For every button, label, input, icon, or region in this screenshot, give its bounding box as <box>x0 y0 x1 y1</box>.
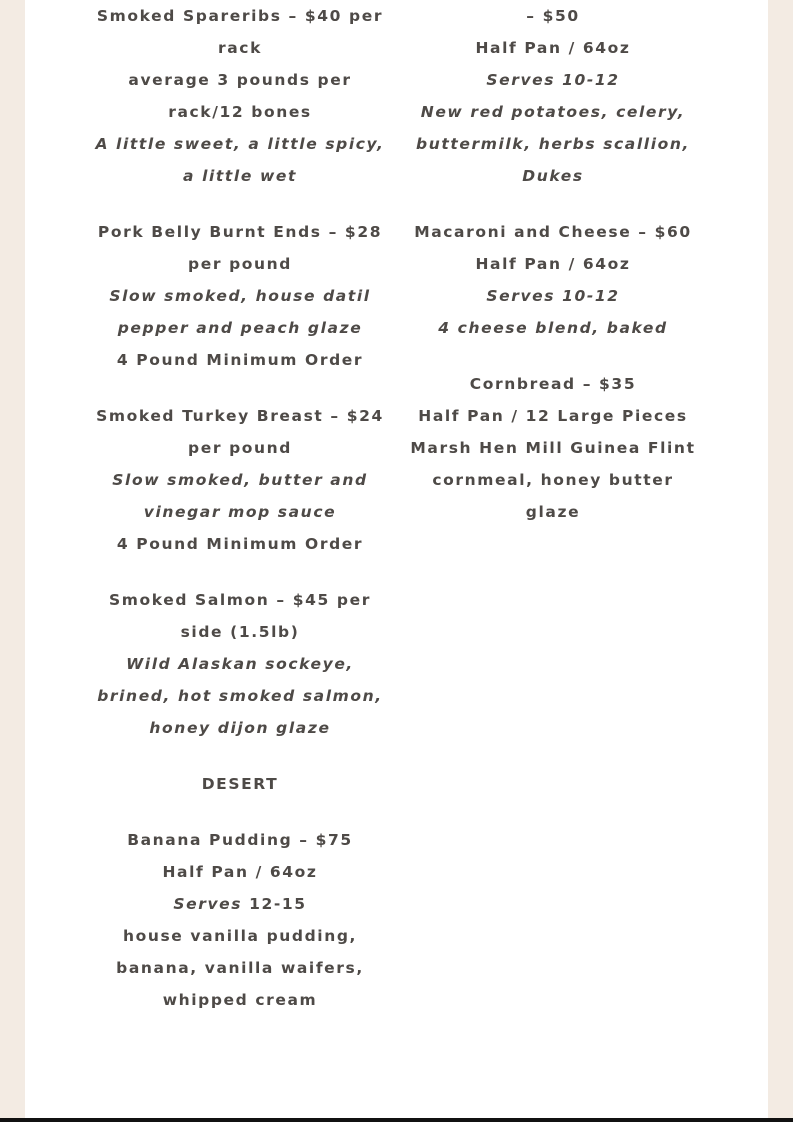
item-size: Half Pan / 64oz <box>475 39 631 57</box>
item-serves: Serves 10-12 <box>486 71 620 89</box>
item-detail: Marsh Hen Mill Guinea Flint cornmeal, honey butter glaze <box>410 439 696 521</box>
menu-item-banana-pudding <box>95 824 385 1016</box>
menu-item-cornbread <box>408 368 698 528</box>
bottom-border <box>0 1118 793 1122</box>
section-title-desert: DESERT <box>201 775 279 793</box>
item-title: Smoked Spareribs – $40 per rack <box>96 7 384 57</box>
item-size: Half Pan / 64oz <box>475 255 631 273</box>
item-title: Pork Belly Burnt Ends – $28 per pound <box>97 223 383 273</box>
item-detail: 4 Pound Minimum Order <box>116 351 364 369</box>
menu-item-turkey <box>95 400 385 560</box>
menu-column-left <box>95 0 385 1040</box>
menu-item-mac-and-cheese <box>408 216 698 344</box>
item-title: Smoked Turkey Breast – $24 per pound <box>96 407 384 457</box>
serves-label: Serves <box>173 895 243 913</box>
menu-item-pork-belly <box>95 216 385 376</box>
item-description: New red potatoes, celery, buttermilk, herbs scallion, Dukes <box>416 103 690 185</box>
menu-column-right <box>408 0 698 552</box>
menu-item-potato-salad-continued <box>408 0 698 192</box>
item-title-tail: – $50 <box>526 7 580 25</box>
item-title: Smoked Salmon – $45 per side (1.5lb) <box>109 591 371 641</box>
menu-item-spareribs <box>95 0 385 192</box>
item-description: A little sweet, a little spicy, a little wet <box>95 135 385 185</box>
item-detail: house vanilla pudding, banana, vanilla waifers, whipped cream <box>116 927 364 1009</box>
item-detail: 4 Pound Minimum Order <box>116 535 364 553</box>
item-description: 4 cheese blend, baked <box>438 319 668 337</box>
menu-item-salmon <box>95 584 385 744</box>
item-description: Wild Alaskan sockeye, brined, hot smoked salmon, honey dijon glaze <box>97 655 383 737</box>
item-size: Half Pan / 64oz <box>162 863 318 881</box>
item-serves <box>95 888 385 920</box>
item-title: Macaroni and Cheese – $60 <box>414 223 692 241</box>
serves-value: 12-15 <box>242 895 307 913</box>
item-size: Half Pan / 12 Large Pieces <box>418 407 688 425</box>
item-serves: Serves 10-12 <box>486 287 620 305</box>
item-description: Slow smoked, house datil pepper and peach glaze <box>109 287 371 337</box>
item-description: Slow smoked, butter and vinegar mop sauce <box>112 471 368 521</box>
item-detail: average 3 pounds per rack/12 bones <box>128 71 352 121</box>
item-title: Banana Pudding – $75 <box>127 831 353 849</box>
item-title: Cornbread – $35 <box>469 375 637 393</box>
